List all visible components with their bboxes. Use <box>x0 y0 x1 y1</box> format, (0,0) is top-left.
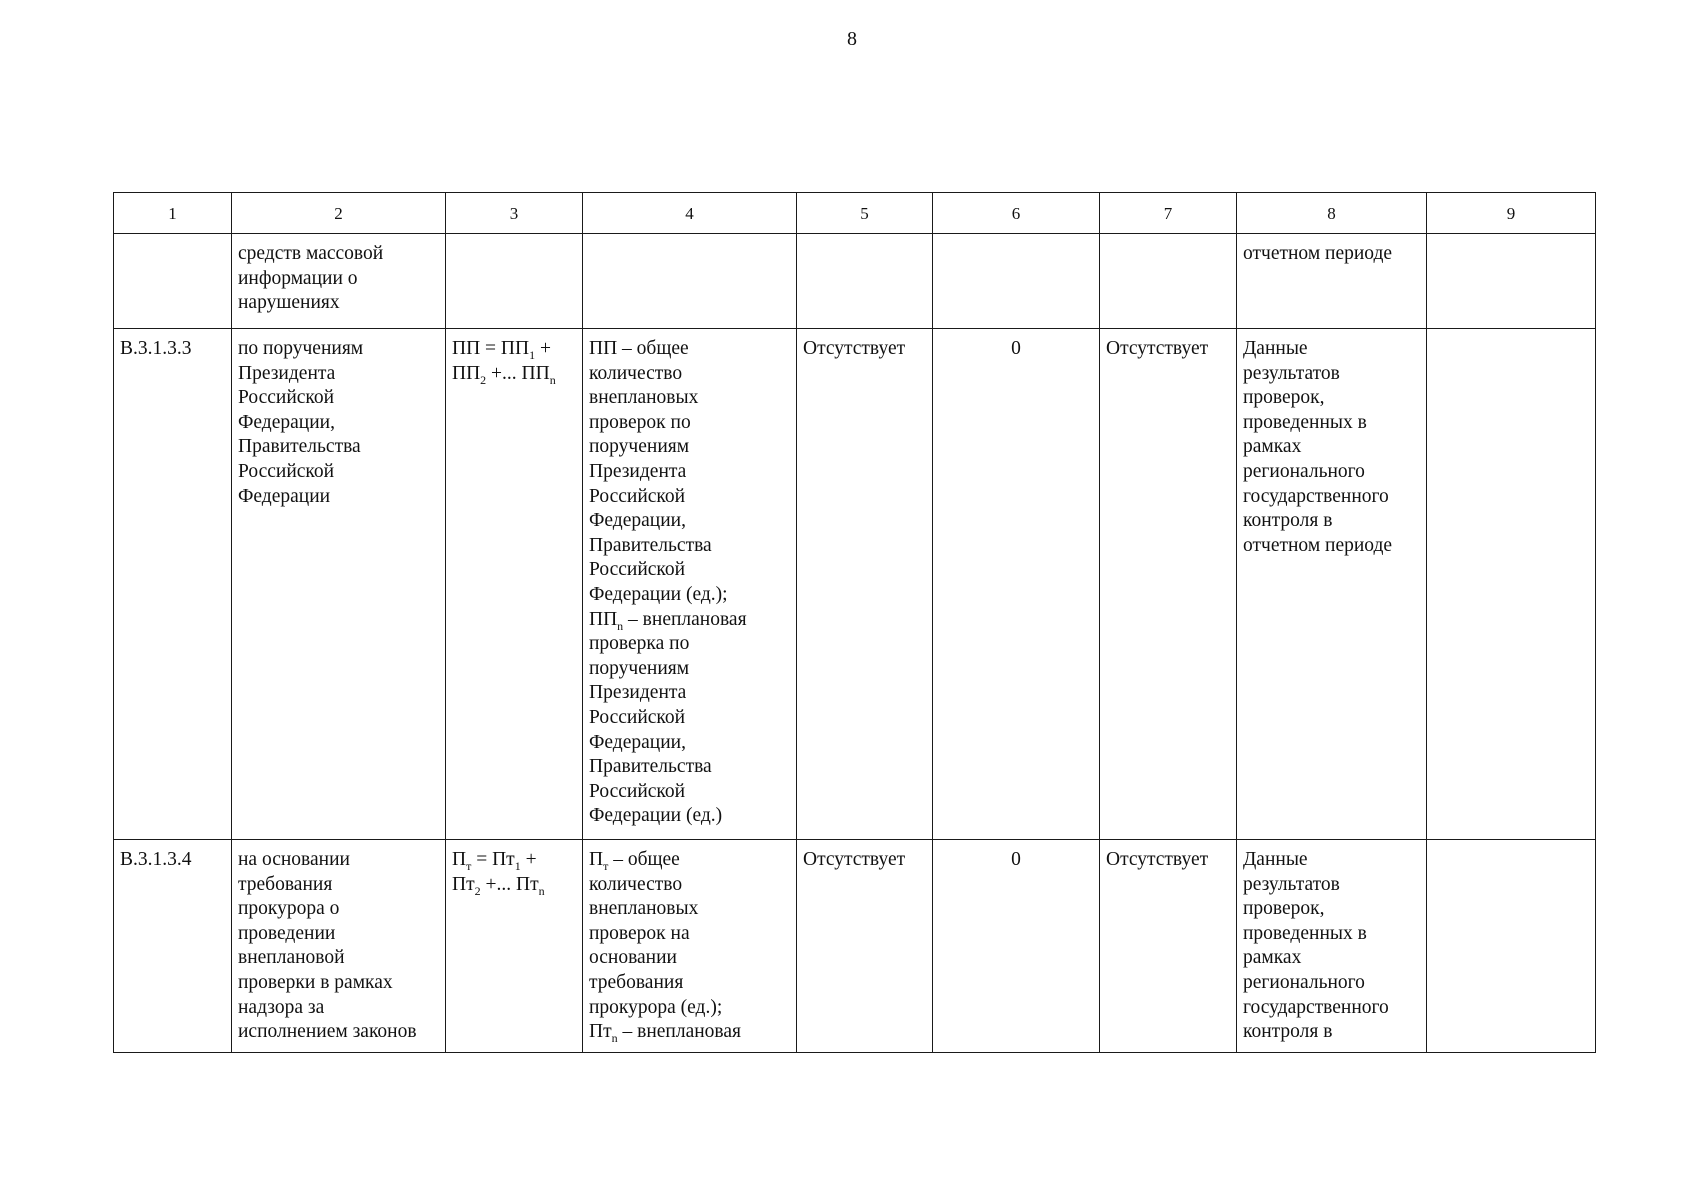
col9-cell <box>1427 840 1596 1053</box>
col7-text: Отсутствует <box>1106 338 1209 359</box>
col5-cell <box>797 329 933 840</box>
col6-cell <box>933 840 1100 1053</box>
col6-cell <box>933 329 1100 840</box>
name-text: по поручениям Президента Российской Федерации, Правительства Российской Федерации <box>238 338 364 507</box>
header-cell-4: 4 <box>583 193 797 234</box>
formula-cell <box>446 234 583 329</box>
description-text-2: $Пт_n$ – внеплановая <box>589 1021 741 1046</box>
formula-line-1: ПП = $ПП_1$ + <box>452 338 551 362</box>
description-cell <box>583 234 797 329</box>
col6-text: 0 <box>1011 849 1021 870</box>
code-cell <box>114 840 232 1053</box>
col5-cell <box>797 234 933 329</box>
description-text-2: $ПП_n$ – внеплановая проверка по поручениям Президента Российской Федерации, Правительства Российской Федерации (ед.) <box>589 608 747 827</box>
source-cell <box>1237 329 1427 840</box>
code-text: В.3.1.3.3 <box>120 338 192 359</box>
col6-text: 0 <box>1011 338 1021 359</box>
source-text: отчетном периоде <box>1243 243 1393 264</box>
formula-line-2: $ПП_2$ +... $ПП_n$ <box>452 362 556 387</box>
table-row <box>114 234 1596 329</box>
code-cell <box>114 234 232 329</box>
col9-cell <box>1427 329 1596 840</box>
col7-cell <box>1100 840 1237 1053</box>
description-text: $П_т$ – общее количество внеплановых проверок на основании требования прокурора (ед.); <box>589 849 723 1018</box>
formula-line-2: $Пт_2$ +... $Пт_n$ <box>452 873 545 898</box>
source-cell <box>1237 234 1427 329</box>
col7-text: Отсутствует <box>1106 849 1209 870</box>
col5-text: Отсутствует <box>803 338 906 359</box>
table-row <box>114 329 1596 840</box>
header-cell-5: 5 <box>797 193 933 234</box>
table-header-row <box>114 193 1596 234</box>
header-cell-7: 7 <box>1100 193 1237 234</box>
formula-line-1: $П_т = Пт_1$ + <box>452 849 537 873</box>
col7-cell <box>1100 234 1237 329</box>
page-number: 8 <box>847 28 857 50</box>
description-text: ПП – общее количество внеплановых проверок по поручениям Президента Российской Федерации, Правительства Российской Федерации (ед.); <box>589 338 728 605</box>
code-text: В.3.1.3.4 <box>120 849 192 870</box>
header-cell-6: 6 <box>933 193 1100 234</box>
col6-cell <box>933 234 1100 329</box>
header-cell-9: 9 <box>1427 193 1596 234</box>
col5-cell <box>797 840 933 1053</box>
header-cell-2: 2 <box>232 193 446 234</box>
source-text: Данные результатов проверок, проведенных в рамках регионального государственного контроля в отчетном периоде <box>1243 338 1393 556</box>
code-cell <box>114 329 232 840</box>
name-text: средств массовой информации о нарушениях <box>238 243 384 314</box>
name-cell <box>232 329 446 840</box>
col7-cell <box>1100 329 1237 840</box>
formula-cell <box>446 840 583 1053</box>
name-cell <box>232 234 446 329</box>
description-cell <box>583 329 797 840</box>
col5-text: Отсутствует <box>803 849 906 870</box>
col9-cell <box>1427 234 1596 329</box>
formula-cell <box>446 329 583 840</box>
header-cell-8: 8 <box>1237 193 1427 234</box>
source-text: Данные результатов проверок, проведенных в рамках регионального государственного контроля в <box>1243 849 1389 1043</box>
header-cell-3: 3 <box>446 193 583 234</box>
description-cell <box>583 840 797 1053</box>
name-cell <box>232 840 446 1053</box>
header-cell-1: 1 <box>114 193 232 234</box>
name-text: на основании требования прокурора о проведении внеплановой проверки в рамках надзора за исполнением законов <box>238 849 417 1043</box>
table-row <box>114 840 1596 1053</box>
source-cell <box>1237 840 1427 1053</box>
indicators-table <box>113 192 1596 1053</box>
